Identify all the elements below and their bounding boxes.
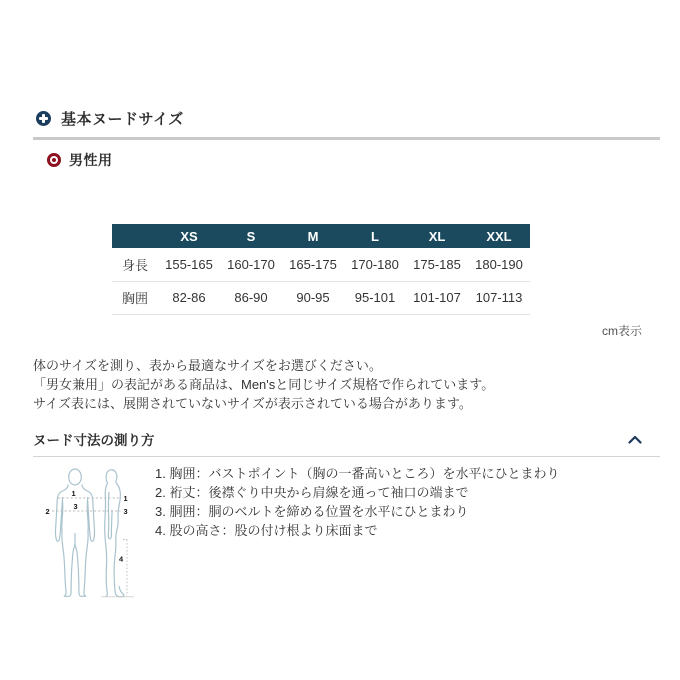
measurement-step: 1. 胸囲：バストポイント（胸の一番高いところ）を水平にひとまわり [155,466,560,481]
body-measurement-figure [44,466,139,604]
measurement-step: 2. 裄丈：後襟ぐり中央から肩線を通って袖口の端まで [155,485,469,500]
size-value-cell: 90-95 [296,290,330,305]
unit-note: cm表示 [602,324,642,338]
size-table-header-row [112,224,530,248]
dot-circle-icon [47,153,61,167]
section-basic-title: 基本ヌードサイズ [61,111,184,128]
size-table [112,224,530,315]
size-column-header: XS [158,224,220,248]
figure-label-side-chest: 1 [123,494,128,503]
note-line: 「男女兼用」の表記がある商品は、Men'sと同じサイズ規格で作られています。 [33,377,495,392]
side-body-outline [105,470,124,597]
measurement-steps [155,464,559,540]
note-line: 体のサイズを測り、表から最適なサイズをお選びください。 [33,358,382,373]
measure-section-title: ヌード寸法の測り方 [33,433,155,448]
measure-divider [33,456,660,457]
section-mens-title: 男性用 [69,152,113,168]
size-value-cell: 95-101 [354,290,396,305]
size-column-header: L [344,224,406,248]
measurement-step: 4. 股の高さ：股の付け根より床面まで [155,523,378,538]
table-row-chest [112,281,530,314]
body-figure-svg [44,466,139,604]
section-mens-heading [47,150,113,170]
size-value-cell: 170-180 [351,256,399,272]
size-value-cell: 82-86 [172,290,206,305]
measure-section-header[interactable] [33,429,660,449]
figure-label-front-waist: 3 [73,502,78,511]
size-value-cell: 107-113 [475,290,523,305]
size-column-header: M [282,224,344,248]
size-value-cell: 180-190 [475,256,523,272]
size-column-header: XXL [468,224,530,248]
figure-label-side-waist: 3 [123,507,128,516]
chevron-up-icon[interactable] [628,435,642,444]
size-notes [33,356,494,413]
size-value-cell: 155-165 [165,256,213,272]
size-value-cell: 86-90 [234,290,268,305]
size-table-corner-cell [112,224,158,248]
row-label-chest: 胸囲 [121,291,148,306]
figure-label-front-chest: 1 [71,489,76,498]
figure-label-sleeve: 2 [45,507,50,516]
size-value-cell: 160-170 [227,256,275,272]
size-value-cell: 101-107 [413,290,461,305]
note-line: サイズ表には、展開されていないサイズが表示されている場合があります。 [33,396,472,411]
measurement-step: 3. 胴囲：胴のベルトを締める位置を水平にひとまわり [155,504,469,519]
plus-circle-icon [36,111,51,126]
section-divider [33,137,660,140]
section-basic-heading [36,108,184,129]
size-value-cell: 175-185 [413,256,461,272]
size-column-header: S [220,224,282,248]
size-value-cell: 165-175 [289,256,337,272]
row-label-height: 身長 [121,257,148,273]
table-row-height [112,248,530,281]
size-column-header: XL [406,224,468,248]
figure-label-inseam: 4 [119,554,124,564]
